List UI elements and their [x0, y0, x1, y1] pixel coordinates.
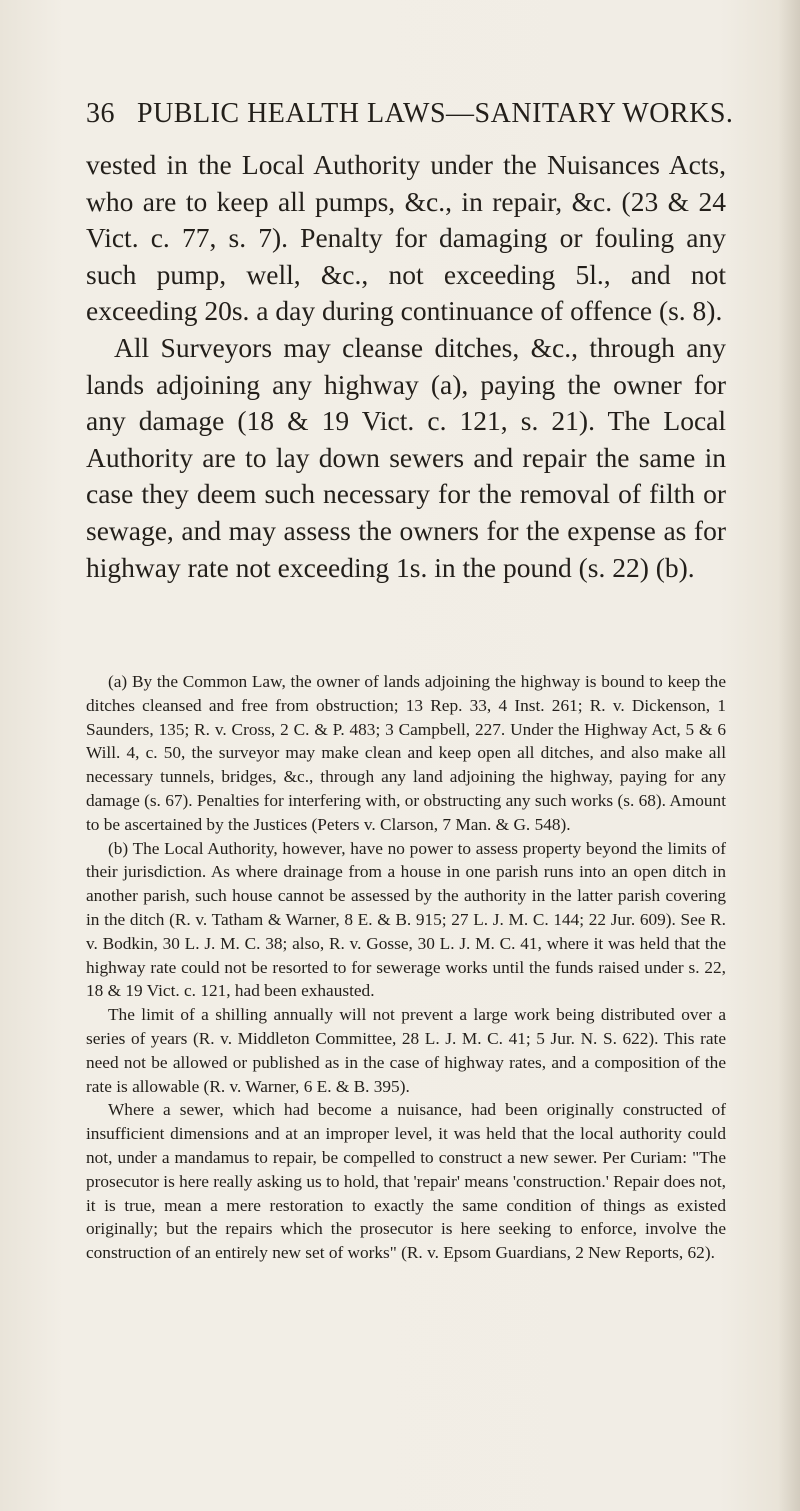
footnote-a: (a) By the Common Law, the owner of lands adjoining the highway is bound to keep the ditches cleansed and free from obstruction; 13 Rep. 33, 4 Inst. 261; R. v. Dickenson, 1 Saunders, 135; R. v. Cross, 2 C. & P. 483; 3 Campbell, 227. Under the Highway Act, 5 & 6 Will. 4, c. 50, the surveyor may make clean and keep open all ditches, and also make all necessary tunnels, bridges, &c., through any land adjoining the highway, paying for any damage (s. 67). Penalties for interfering with, or obstructing any such works (s. 68). Amount to be ascertained by the Justices (Peters v. Clarson, 7 Man. & G. 548).	[86, 672, 726, 834]
footnote-limit: The limit of a shilling annually will not prevent a large work being distributed over a series of years (R. v. Middleton Committee, 28 L. J. M. C. 41; 5 Jur. N. S. 622). This rate need not be allowed or published as in the case of highway rates, and a composition of the rate is allowable (R. v. Warner, 6 E. & B. 395).	[86, 1005, 726, 1096]
footnote-b: (b) The Local Authority, however, have no power to assess property beyond the limits of their jurisdiction. As where drainage from a house in one parish runs into an open ditch in another parish, such house cannot be assessed by the authority in the latter parish covering in the ditch (R. v. Tatham & Warner, 8 E. & B. 915; 27 L. J. M. C. 144; 22 Jur. 609). See R. v. Bodkin, 30 L. J. M. C. 38; also, R. v. Gosse, 30 L. J. M. C. 41, where it was held that the highway rate could not be resorted to for sewerage works until the funds raised under s. 22, 18 & 19 Vict. c. 121, had been exhausted.	[86, 838, 726, 1001]
body-paragraph-1: vested in the Local Authority under the Nuisances Acts, who are to keep all pumps, &c., in repair, &c. (23 & 24 Vict. c. 77, s. 7). Penalty for damaging or fouling any such pump, well, &c., not exceeding 5l., and not exceeding 20s. a day during continuance of offence (s. 8).	[86, 149, 726, 327]
page-number: 36	[86, 98, 115, 129]
footnote-sewer: Where a sewer, which had become a nuisance, had been originally constructed of insufficient dimensions and at an improper level, it was held that the local authority could not, under a mandamus to repair, be compelled to construct a new sewer. Per Curiam: "The prosecutor is here really asking us to hold, that 'repair' means 'construction.' Repair does not, it is true, mean a mere restoration to exactly the same condition of things as existed originally; but the repairs which the prosecutor is here seeking to enforce, involve the construction of an entirely new set of works" (R. v. Epsom Guardians, 2 New Reports, 62).	[86, 1100, 726, 1263]
main-text	[86, 147, 726, 586]
footnotes	[86, 670, 726, 1265]
page-header	[86, 98, 733, 130]
page-edge-shadow	[778, 0, 800, 1511]
body-paragraph-2: All Surveyors may cleanse ditches, &c., through any lands adjoining any highway (a), paying the owner for any damage (18 & 19 Vict. c. 121, s. 21). The Local Authority are to lay down sewers and repair the same in case they deem such necessary for the removal of filth or sewage, and may assess the owners for the expense as for highway rate not exceeding 1s. in the pound (s. 22) (b).	[86, 331, 726, 583]
running-title: PUBLIC HEALTH LAWS—SANITARY WORKS.	[137, 98, 734, 129]
